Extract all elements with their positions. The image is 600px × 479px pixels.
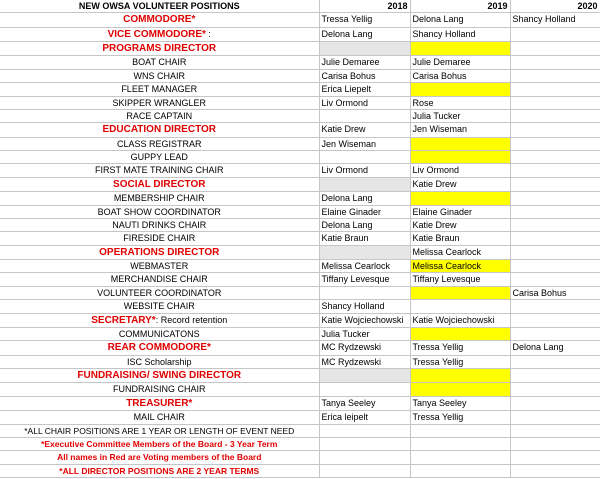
- empty-cell[interactable]: [319, 437, 410, 450]
- name-cell-2019[interactable]: Melissa Cearlock: [410, 260, 510, 273]
- name-cell-2020[interactable]: [510, 42, 600, 56]
- name-cell-2018[interactable]: MC Rydzewski: [319, 355, 410, 368]
- empty-cell[interactable]: [410, 437, 510, 450]
- position-cell[interactable]: [0, 205, 319, 218]
- footnote[interactable]: *ALL DIRECTOR POSITIONS ARE 2 YEAR TERMS: [0, 464, 319, 477]
- table-row: [0, 341, 600, 355]
- empty-cell[interactable]: [510, 437, 600, 450]
- name-cell-2019[interactable]: Julia Tucker: [410, 109, 510, 122]
- director-position-cell[interactable]: [0, 341, 319, 355]
- table-row: [0, 313, 600, 327]
- name-cell-2019[interactable]: Katie Drew: [410, 218, 510, 231]
- name-cell-2018[interactable]: Elaine Ginader: [319, 205, 410, 218]
- name-cell-2018[interactable]: Katie Braun: [319, 232, 410, 245]
- name-cell-2018[interactable]: Tanya Seeley: [319, 396, 410, 410]
- note-row: [0, 464, 600, 477]
- position-label: MAIL CHAIR: [133, 412, 185, 423]
- position-cell[interactable]: [0, 83, 319, 96]
- table-row: [0, 355, 600, 368]
- name-cell-2018[interactable]: Tressa Yellig: [319, 13, 410, 27]
- footnote[interactable]: All names in Red are Voting members of the Board: [0, 451, 319, 464]
- table-row: [0, 327, 600, 340]
- name-cell-2019[interactable]: [410, 383, 510, 396]
- position-label: EDUCATION DIRECTOR: [102, 124, 217, 136]
- name-cell-2018[interactable]: [319, 383, 410, 396]
- name-cell-2020[interactable]: [510, 369, 600, 383]
- name-cell-2020[interactable]: [510, 355, 600, 368]
- name-cell-2018[interactable]: Carisa Bohus: [319, 69, 410, 82]
- name-cell-2019[interactable]: [410, 83, 510, 96]
- name-cell-2019[interactable]: Melissa Cearlock: [410, 245, 510, 259]
- year-2019-header[interactable]: 2019: [410, 0, 510, 13]
- table-row: [0, 218, 600, 231]
- note-row: [0, 437, 600, 450]
- director-position-cell[interactable]: [0, 42, 319, 56]
- position-label: BOAT SHOW COORDINATOR: [97, 206, 221, 217]
- position-cell[interactable]: [0, 327, 319, 340]
- table-row: [0, 83, 600, 96]
- name-cell-2018[interactable]: Delona Lang: [319, 218, 410, 231]
- name-cell-2018[interactable]: [319, 177, 410, 191]
- name-cell-2019[interactable]: [410, 42, 510, 56]
- name-cell-2019[interactable]: Jen Wiseman: [410, 123, 510, 137]
- name-cell-2019[interactable]: Tressa Yellig: [410, 411, 510, 424]
- name-cell-2020[interactable]: [510, 232, 600, 245]
- table-row: [0, 27, 600, 41]
- empty-cell[interactable]: [410, 464, 510, 477]
- director-position-cell[interactable]: [0, 123, 319, 137]
- name-cell-2019[interactable]: Elaine Ginader: [410, 205, 510, 218]
- position-cell[interactable]: [0, 164, 319, 177]
- position-cell[interactable]: [0, 192, 319, 205]
- director-position-cell[interactable]: [0, 396, 319, 410]
- name-cell-2020[interactable]: [510, 300, 600, 313]
- position-label: SKIPPER WRANGLER: [112, 97, 207, 108]
- name-cell-2018[interactable]: Katie Drew: [319, 123, 410, 137]
- name-cell-2020[interactable]: [510, 273, 600, 286]
- table-row: [0, 286, 600, 299]
- name-cell-2020[interactable]: Carisa Bohus: [510, 286, 600, 299]
- position-cell[interactable]: [0, 383, 319, 396]
- name-cell-2020[interactable]: [510, 245, 600, 259]
- position-label: MEMBERSHIP CHAIR: [113, 193, 205, 204]
- table-row: [0, 232, 600, 245]
- position-cell[interactable]: [0, 96, 319, 109]
- director-position-cell[interactable]: [0, 245, 319, 259]
- position-label: RACE CAPTAIN: [126, 110, 193, 121]
- director-position-cell[interactable]: [0, 177, 319, 191]
- table-row: [0, 383, 600, 396]
- name-cell-2020[interactable]: [510, 56, 600, 69]
- table-row: [0, 137, 600, 150]
- name-cell-2020[interactable]: [510, 192, 600, 205]
- footnote[interactable]: *Executive Committee Members of the Board - 3 Year Term: [0, 437, 319, 450]
- name-cell-2019[interactable]: [410, 137, 510, 150]
- empty-cell[interactable]: [319, 424, 410, 437]
- name-cell-2019[interactable]: Katie Wojciechowski: [410, 313, 510, 327]
- year-2020-header[interactable]: 2020: [510, 0, 600, 13]
- position-label: COMMODORE*: [123, 14, 196, 26]
- name-cell-2020[interactable]: [510, 27, 600, 41]
- empty-cell[interactable]: [510, 464, 600, 477]
- position-label: PROGRAMS DIRECTOR: [102, 43, 217, 54]
- table-row: [0, 42, 600, 56]
- position-suffix: : Record retention: [155, 314, 228, 325]
- name-cell-2020[interactable]: [510, 151, 600, 164]
- name-cell-2020[interactable]: [510, 164, 600, 177]
- name-cell-2019[interactable]: Tiffany Levesque: [410, 273, 510, 286]
- table-row: [0, 369, 600, 383]
- name-cell-2018[interactable]: [319, 245, 410, 259]
- empty-cell[interactable]: [319, 464, 410, 477]
- position-label: BOAT CHAIR: [132, 57, 187, 68]
- name-cell-2018[interactable]: MC Rydzewski: [319, 341, 410, 355]
- position-cell[interactable]: [0, 151, 319, 164]
- name-cell-2018[interactable]: [319, 369, 410, 383]
- name-cell-2018[interactable]: Tiffany Levesque: [319, 273, 410, 286]
- table-row: [0, 123, 600, 137]
- director-position-cell[interactable]: [0, 27, 319, 41]
- name-cell-2018[interactable]: Melissa Cearlock: [319, 260, 410, 273]
- name-cell-2019[interactable]: Katie Drew: [410, 177, 510, 191]
- note-row: [0, 451, 600, 464]
- position-label: VOLUNTEER COORDINATOR: [97, 287, 222, 298]
- name-cell-2020[interactable]: [510, 177, 600, 191]
- name-cell-2019[interactable]: [410, 369, 510, 383]
- director-position-cell[interactable]: [0, 13, 319, 27]
- position-suffix: :: [205, 28, 211, 39]
- position-label: SOCIAL DIRECTOR: [113, 178, 206, 190]
- name-cell-2018[interactable]: [319, 109, 410, 122]
- position-label: GUPPY LEAD: [130, 152, 188, 163]
- footnote[interactable]: *ALL CHAIR POSITIONS ARE 1 YEAR OR LENGTH OF EVENT NEED: [0, 424, 319, 437]
- table-row: [0, 192, 600, 205]
- name-cell-2019[interactable]: Delona Lang: [410, 13, 510, 27]
- table-row: [0, 109, 600, 122]
- note-row: [0, 424, 600, 437]
- position-label: FUNDRAISING/ SWING DIRECTOR: [77, 370, 242, 382]
- table-row: [0, 96, 600, 109]
- director-position-cell[interactable]: [0, 369, 319, 383]
- name-cell-2018[interactable]: [319, 42, 410, 56]
- position-label: ISC Scholarship: [126, 356, 192, 367]
- position-label: WNS CHAIR: [133, 70, 185, 81]
- table-row: [0, 69, 600, 82]
- header-row: [0, 0, 600, 13]
- position-cell[interactable]: [0, 109, 319, 122]
- name-cell-2019[interactable]: [410, 151, 510, 164]
- empty-cell[interactable]: [510, 451, 600, 464]
- position-label: FLEET MANAGER: [121, 84, 198, 95]
- table-row: [0, 56, 600, 69]
- name-cell-2020[interactable]: [510, 218, 600, 231]
- position-cell[interactable]: [0, 137, 319, 150]
- name-cell-2019[interactable]: Shancy Holland: [410, 27, 510, 41]
- position-label: WEBSITE CHAIR: [123, 301, 195, 312]
- year-2018-header[interactable]: 2018: [319, 0, 410, 13]
- table-row: [0, 245, 600, 259]
- position-label: FIRST MATE TRAINING CHAIR: [94, 165, 224, 176]
- position-cell[interactable]: [0, 300, 319, 313]
- name-cell-2019[interactable]: Liv Ormond: [410, 164, 510, 177]
- name-cell-2018[interactable]: Jen Wiseman: [319, 137, 410, 150]
- empty-cell[interactable]: [410, 424, 510, 437]
- position-label: COMMUNICATONS: [118, 328, 200, 339]
- table-row: [0, 13, 600, 27]
- name-cell-2018[interactable]: Erica leipelt: [319, 411, 410, 424]
- name-cell-2020[interactable]: [510, 123, 600, 137]
- name-cell-2019[interactable]: Tressa Yellig: [410, 341, 510, 355]
- name-cell-2018[interactable]: Liv Ormond: [319, 96, 410, 109]
- name-cell-2020[interactable]: [510, 96, 600, 109]
- position-label: REAR COMMODORE*: [107, 342, 211, 354]
- name-cell-2018[interactable]: Delona Lang: [319, 27, 410, 41]
- position-cell[interactable]: [0, 260, 319, 273]
- position-label: MERCHANDISE CHAIR: [110, 274, 208, 285]
- name-cell-2020[interactable]: [510, 137, 600, 150]
- position-cell[interactable]: [0, 411, 319, 424]
- name-cell-2019[interactable]: Katie Braun: [410, 232, 510, 245]
- table-row: [0, 151, 600, 164]
- name-cell-2018[interactable]: Liv Ormond: [319, 164, 410, 177]
- table-row: [0, 205, 600, 218]
- name-cell-2018[interactable]: Shancy Holland: [319, 300, 410, 313]
- table-row: [0, 177, 600, 191]
- name-cell-2020[interactable]: [510, 69, 600, 82]
- name-cell-2018[interactable]: [319, 151, 410, 164]
- name-cell-2018[interactable]: [319, 286, 410, 299]
- name-cell-2020[interactable]: [510, 205, 600, 218]
- table-row: [0, 411, 600, 424]
- position-cell[interactable]: [0, 286, 319, 299]
- name-cell-2020[interactable]: [510, 327, 600, 340]
- position-label: NAUTI DRINKS CHAIR: [112, 219, 207, 230]
- empty-cell[interactable]: [410, 451, 510, 464]
- position-cell[interactable]: [0, 69, 319, 82]
- position-cell[interactable]: [0, 218, 319, 231]
- name-cell-2019[interactable]: Carisa Bohus: [410, 69, 510, 82]
- empty-cell[interactable]: [510, 424, 600, 437]
- name-cell-2019[interactable]: [410, 286, 510, 299]
- name-cell-2019[interactable]: Tanya Seeley: [410, 396, 510, 410]
- position-label: WEBMASTER: [130, 261, 189, 272]
- position-cell[interactable]: [0, 56, 319, 69]
- position-label: FUNDRAISING CHAIR: [112, 384, 206, 395]
- name-cell-2019[interactable]: [410, 327, 510, 340]
- position-cell[interactable]: [0, 355, 319, 368]
- name-cell-2018[interactable]: Erica Liepelt: [319, 83, 410, 96]
- name-cell-2020[interactable]: [510, 83, 600, 96]
- name-cell-2020[interactable]: [510, 260, 600, 273]
- sheet-title[interactable]: NEW OWSA VOLUNTEER POSITIONS: [0, 0, 319, 13]
- name-cell-2019[interactable]: Rose: [410, 96, 510, 109]
- name-cell-2020[interactable]: [510, 109, 600, 122]
- table-row: [0, 396, 600, 410]
- name-cell-2020[interactable]: Delona Lang: [510, 341, 600, 355]
- name-cell-2020[interactable]: Shancy Holland: [510, 13, 600, 27]
- position-label: FIRESIDE CHAIR: [123, 233, 196, 244]
- position-label: OPERATIONS DIRECTOR: [99, 246, 220, 258]
- name-cell-2018[interactable]: Delona Lang: [319, 192, 410, 205]
- table-row: [0, 273, 600, 286]
- name-cell-2020[interactable]: [510, 411, 600, 424]
- table-row: [0, 260, 600, 273]
- empty-cell[interactable]: [319, 451, 410, 464]
- position-label: CLASS REGISTRAR: [116, 138, 202, 149]
- name-cell-2019[interactable]: Tressa Yellig: [410, 355, 510, 368]
- position-label: SECRETARY*: [91, 314, 156, 326]
- name-cell-2019[interactable]: [410, 300, 510, 313]
- table-row: [0, 164, 600, 177]
- name-cell-2020[interactable]: [510, 396, 600, 410]
- position-cell[interactable]: [0, 232, 319, 245]
- name-cell-2018[interactable]: Julie Demaree: [319, 56, 410, 69]
- name-cell-2019[interactable]: [410, 192, 510, 205]
- name-cell-2020[interactable]: [510, 383, 600, 396]
- position-label: VICE COMMODORE*: [107, 28, 206, 40]
- position-cell[interactable]: [0, 273, 319, 286]
- table-row: [0, 300, 600, 313]
- name-cell-2018[interactable]: Katie Wojciechowski: [319, 313, 410, 327]
- name-cell-2018[interactable]: Julia Tucker: [319, 327, 410, 340]
- position-label: TREASURER*: [126, 397, 193, 409]
- name-cell-2019[interactable]: Julie Demaree: [410, 56, 510, 69]
- director-position-cell[interactable]: [0, 313, 319, 327]
- name-cell-2020[interactable]: [510, 313, 600, 327]
